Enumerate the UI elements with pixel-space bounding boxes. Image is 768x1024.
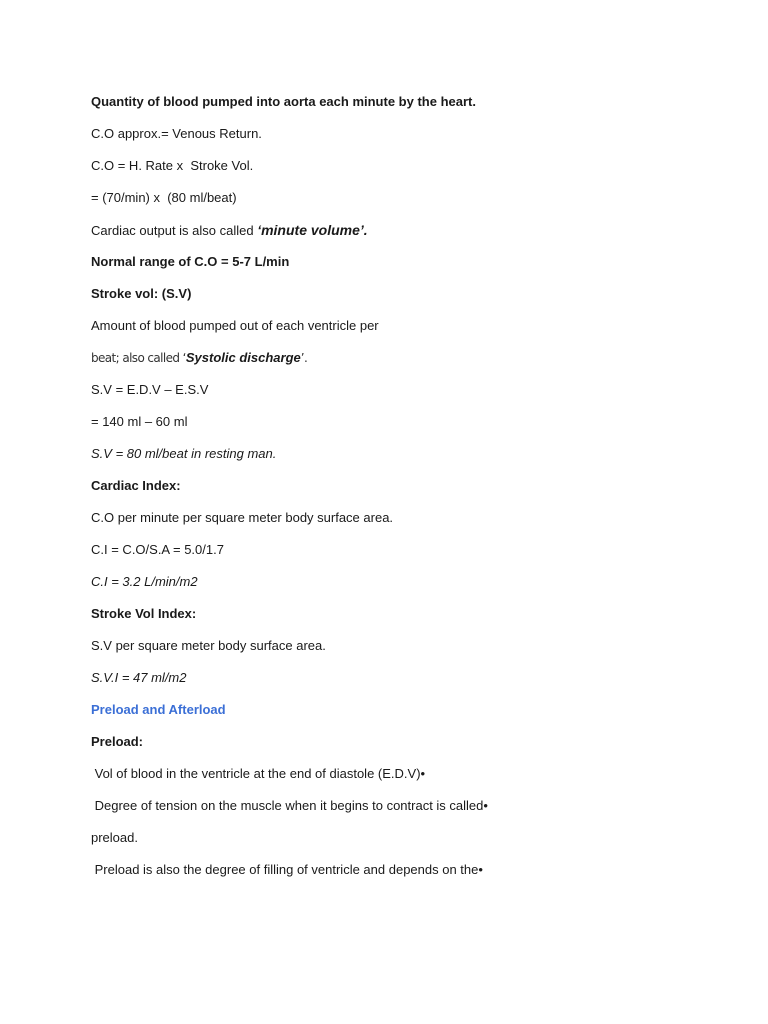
preload-afterload-link[interactable]: Preload and Afterload xyxy=(91,702,226,717)
cardiac-index-definition: C.O per minute per square meter body surface area. xyxy=(91,510,394,525)
cardiac-index-formula: C.I = C.O/S.A = 5.0/1.7 xyxy=(91,542,224,557)
preload-heading: Preload: xyxy=(91,734,144,749)
normal-range-line: Normal range of C.O = 5-7 L/min xyxy=(91,254,290,269)
stroke-vol-index-definition: S.V per square meter body surface area. xyxy=(91,638,326,653)
heading-cardiac-output: Quantity of blood pumped into aorta each minute by the heart. xyxy=(91,94,476,109)
stroke-vol-heading: Stroke vol: (S.V) xyxy=(91,286,192,301)
minute-volume-prefix: Cardiac output is also called xyxy=(91,223,258,238)
systolic-discharge-term: Systolic discharge xyxy=(185,350,301,365)
sv-result-line: S.V = 80 ml/beat in resting man. xyxy=(91,446,277,461)
preload-bullet-item: Preload is also the degree of filling of ventricle and depends on the• xyxy=(91,862,483,877)
cardiac-index-heading: Cardiac Index: xyxy=(91,478,181,493)
minute-volume-line xyxy=(91,222,368,239)
stroke-vol-index-heading: Stroke Vol Index: xyxy=(91,606,197,621)
co-approx-line: C.O approx.= Venous Return. xyxy=(91,126,262,141)
stroke-vol-def2-prefix: beat; also called ‘ xyxy=(91,351,186,365)
co-values-line: = (70/min) x (80 ml/beat) xyxy=(91,190,237,205)
preload-bullet-continuation: preload. xyxy=(91,830,138,845)
cardiac-index-result: C.I = 3.2 L/min/m2 xyxy=(91,574,198,589)
preload-bullet-item: Vol of blood in the ventricle at the end of diastole (E.D.V)• xyxy=(91,766,426,781)
stroke-vol-definition: Amount of blood pumped out of each ventricle per xyxy=(91,318,379,333)
sv-values-line: = 140 ml – 60 ml xyxy=(91,414,188,429)
preload-bullet-item: Degree of tension on the muscle when it begins to contract is called• xyxy=(91,798,488,813)
stroke-vol-def2-suffix: ’. xyxy=(300,351,308,365)
stroke-vol-definition-cont xyxy=(91,350,307,366)
co-formula-line: C.O = H. Rate x Stroke Vol. xyxy=(91,158,254,173)
stroke-vol-index-result: S.V.I = 47 ml/m2 xyxy=(91,670,187,685)
sv-formula-line: S.V = E.D.V – E.S.V xyxy=(91,382,209,397)
minute-volume-term: ‘minute volume’. xyxy=(257,222,368,238)
